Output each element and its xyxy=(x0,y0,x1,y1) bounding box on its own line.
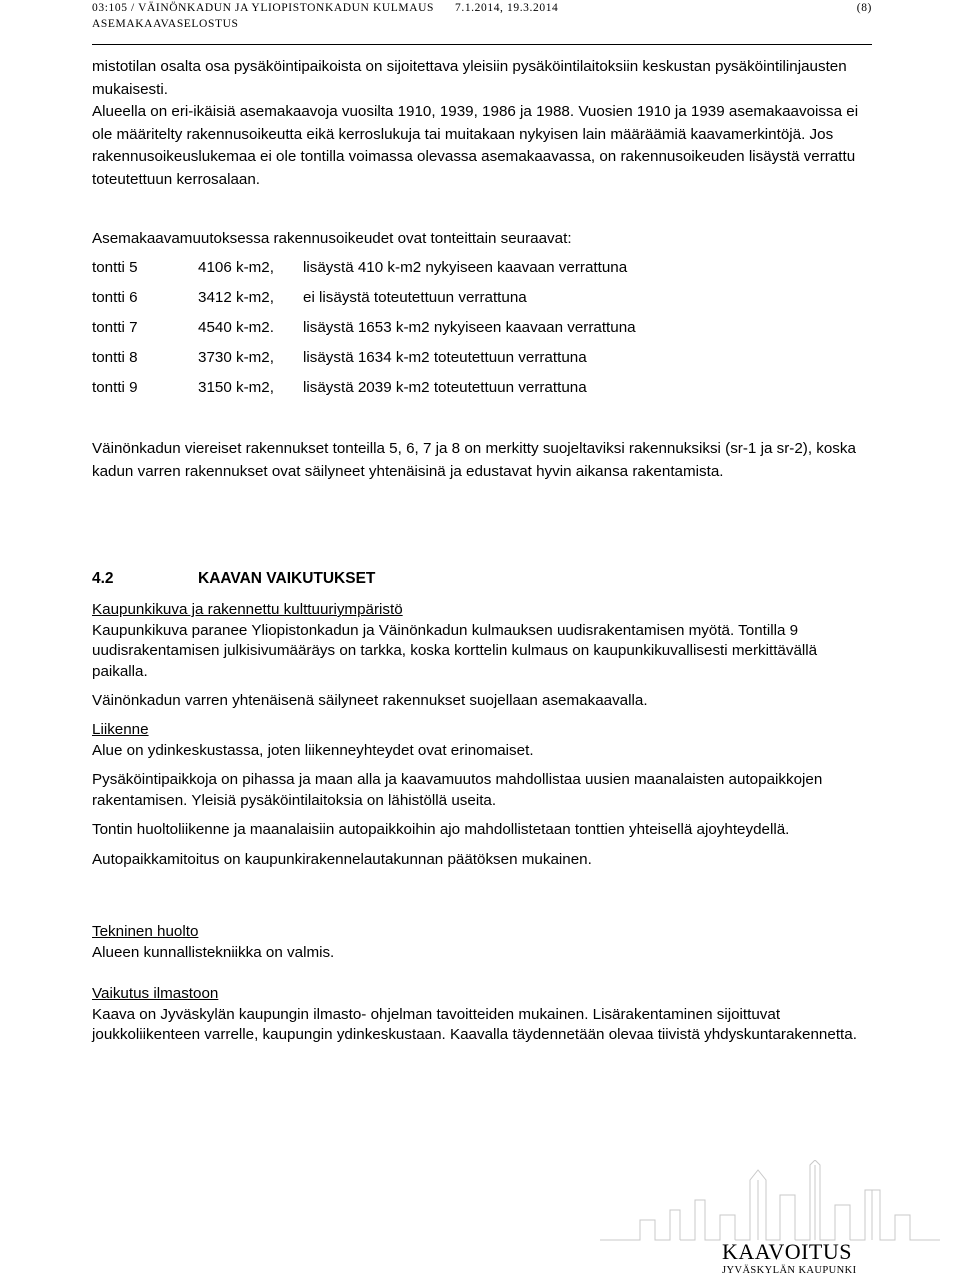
climate-heading: Vaikutus ilmastoon xyxy=(92,985,219,1002)
lot-name: tontti 7 xyxy=(92,319,138,336)
traffic-paragraph-3: Tontin huoltoliikenne ja maanalaisiin autopaikkoihin ajo mahdollistetaan tonttien yhteisellä ajoyhteydellä. xyxy=(92,821,790,838)
list-item xyxy=(92,347,870,377)
traffic-section xyxy=(92,720,870,870)
lot-note: lisäystä 1653 k-m2 nykyiseen kaavaan verrattuna xyxy=(303,319,636,336)
townscape-section xyxy=(92,600,870,712)
intro-paragraph-2: Alueella on eri-ikäisiä asemakaavoja vuosilta 1910, 1939, 1986 ja 1988. Vuosien 1910 ja 1939 asemakaavoissa ei ole määritelty rakennusoikeutta eikä kerroslukuja tai muitakaan nykyisen lain määräämiä kaavamerkintöjä. Jos rakennusoikeuslukemaa ei ole tontilla voimassa olevassa asemakaavassa, on rakennusoikeuden lisäystä verrattu toteutettuun kerrosalaan. xyxy=(92,103,859,188)
page-number: (8) xyxy=(856,2,872,14)
townscape-paragraph-2: Väinönkadun varren yhtenäisenä säilyneet rakennukset suojellaan asemakaavalla. xyxy=(92,692,648,709)
lot-name: tontti 8 xyxy=(92,349,138,366)
page-header xyxy=(92,0,872,45)
lot-area: 4106 k-m2, xyxy=(198,259,274,276)
traffic-paragraph-4: Autopaikkamitoitus on kaupunkirakennelautakunnan päätöksen mukainen. xyxy=(92,850,592,868)
header-title: 03:105 / VÄINÖNKADUN JA YLIOPISTONKADUN KULMAUS xyxy=(92,2,435,14)
list-item xyxy=(92,317,870,347)
climate-paragraph-1: Kaava on Jyväskylän kaupungin ilmasto- ohjelman tavoitteiden mukainen. Lisärakentaminen sijoittuvat joukkoliikenteen varrelle, kaupungin ydinkeskustaan. Kaavalla täydennetään olevaa tiivistä yhdyskuntarakennetta. xyxy=(92,1005,857,1043)
townscape-heading: Kaupunkikuva ja rakennettu kulttuuriympäristö xyxy=(92,601,403,618)
intro-paragraph-1: mistotilan osalta osa pysäköintipaikoista on sijoitettava yleisiin pysäköintilaitoksiin keskustan pysäköintilinjausten mukaisesti. xyxy=(92,58,847,98)
lot-note: lisäystä 1634 k-m2 toteutettuun verrattuna xyxy=(303,349,587,366)
list-item xyxy=(92,257,870,287)
lot-note: lisäystä 410 k-m2 nykyiseen kaavaan verrattuna xyxy=(303,259,628,276)
utilities-paragraph-1: Alueen kunnallistekniikka on valmis. xyxy=(92,943,335,961)
intro-paragraph-3: Asemakaavamuutoksessa rakennusoikeudet ovat tonteittain seuraavat: xyxy=(92,230,572,247)
lot-area: 3730 k-m2, xyxy=(198,349,274,366)
logo-city: JYVÄSKYLÄN KAUPUNKI xyxy=(722,1265,857,1276)
list-item xyxy=(92,377,870,407)
lot-note: ei lisäystä toteutettuun verrattuna xyxy=(303,289,527,306)
lot-area: 3412 k-m2, xyxy=(198,289,274,306)
kaavoitus-logo xyxy=(722,1240,892,1278)
list-item xyxy=(92,287,870,317)
traffic-paragraph-2: Pysäköintipaikkoja on pihassa ja maan alla ja kaavamuutos mahdollistaa uusien maanalaisten autopaikkojen rakentamisen. Yleisiä pysäköintilaitoksia on lähistöllä useita. xyxy=(92,771,823,809)
townscape-paragraph-1: Kaupunkikuva paranee Yliopistonkadun ja Väinönkadun kulmauksen uudisrakentamisen myötä. Tontilla 9 uudisrakentamisen julkisivumääräys on tarkka, koska korttelin kulmaus on kaupunkikuvallisesti merkittävällä paikalla. xyxy=(92,621,818,680)
lot-area: 3150 k-m2, xyxy=(198,379,274,396)
utilities-section xyxy=(92,922,870,963)
lot-name: tontti 6 xyxy=(92,289,138,306)
lot-name: tontti 9 xyxy=(92,379,138,396)
city-skyline-icon xyxy=(600,1160,940,1242)
section-title: KAAVAN VAIKUTUKSET xyxy=(198,570,376,587)
climate-section xyxy=(92,984,870,1046)
section-number: 4.2 xyxy=(92,570,114,587)
utilities-heading: Tekninen huolto xyxy=(92,923,199,940)
lot-area: 4540 k-m2. xyxy=(198,319,274,336)
lot-list xyxy=(92,257,870,407)
traffic-paragraph-1: Alue on ydinkeskustassa, joten liikenneyhteydet ovat erinomaiset. xyxy=(92,741,534,759)
header-date: 7.1.2014, 19.3.2014 xyxy=(455,2,559,14)
logo-name: KAAVOITUS xyxy=(722,1239,852,1264)
lot-name: tontti 5 xyxy=(92,259,138,276)
lot-note: lisäystä 2039 k-m2 toteutettuun verrattuna xyxy=(303,379,587,396)
header-subtitle: ASEMAKAAVASELOSTUS xyxy=(92,18,239,30)
protection-paragraph: Väinönkadun viereiset rakennukset tonteilla 5, 6, 7 ja 8 on merkitty suojeltaviksi rakennuksiksi (sr-1 ja sr-2), koska kadun varren rakennukset ovat säilyneet yhtenäisinä ja edustavat hyvin aikansa rakentamista. xyxy=(92,440,856,480)
traffic-heading: Liikenne xyxy=(92,721,149,738)
